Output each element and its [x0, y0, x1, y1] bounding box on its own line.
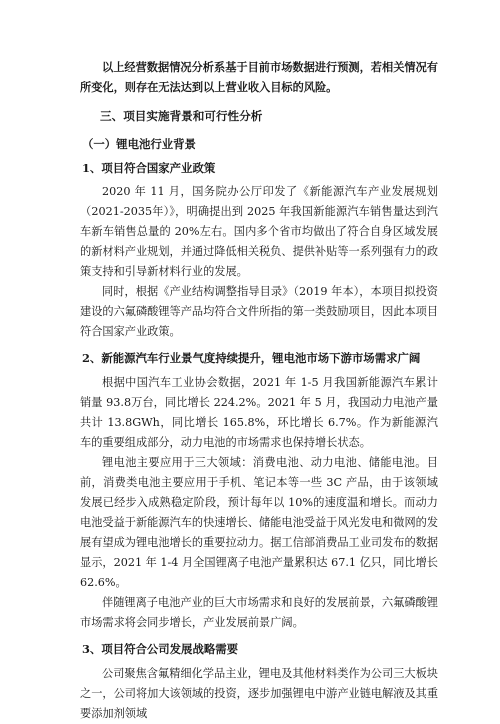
item-title-market: 2、新能源汽车行业景气度持续提升，锂电池市场下游市场需求广阔: [82, 351, 421, 365]
paragraph-policy-2: 同时，根据《产业结构调整指导目录》（2019 年本），本项目拟投资建设的六氟磷酸锂等产品均符合文件所指的第一类鼓励项目，因此本项目符合国家产业政策。: [80, 285, 439, 338]
item-title-strategy: 3、项目符合公司发展战略需要: [82, 642, 239, 656]
item-title-policy: 1、项目符合国家产业政策: [82, 161, 216, 175]
paragraph-policy-1: 2020 年 11 月，国务院办公厅印发了《新能源汽车产业发展规划（2021-2035年）》，明确提出到 2025 年我国新能源汽车销售量达到汽车新车销售总量的 20%左右。国内多个省市均做出了符合自身区域发展的新材料产业规划，并通过降低相关税负、提供补贴等一系列强有力的政策支持和引导新材料行业的发展。: [80, 185, 439, 278]
paragraph-market-2: 锂电池主要应用于三大领域：消费电池、动力电池、储能电池。目前，消费类电池主要应用于手机、笔记本等一些 3C 产品，由于该领域发展已经步入成熟稳定阶段，预计每年以 10%的速度温和增长。而动力电池受益于新能源汽车的快速增长、储能电池受益于风光发电和微网的发展有望成为锂电池增长的重要拉动力。据工信部消费品工业司发布的数据显示，2021 年 1-4 月全国锂离子电池产量累积达 67.1 亿只，同比增长 62.6%。: [80, 456, 439, 589]
risk-statement: 以上经营数据情况分析系基于目前市场数据进行预测，若相关情况有所变化，则存在无法达到以上营业收入目标的风险。: [80, 60, 438, 94]
section-title-background: 三、项目实施背景和可行性分析: [100, 109, 263, 123]
subsection-title-lithium: （一）锂电池行业背景: [82, 137, 196, 151]
paragraph-market-1: 根据中国汽车工业协会数据，2021 年 1-5 月我国新能源汽车累计销量 93.8万台，同比增长 224.2%。2021 年 5 月，我国动力电池产量共计 13.8GWh，同比增长 165.8%，环比增长 6.7%。作为新能源汽车的重要组成部分，动力电池的市场需求也保持增长状态。: [80, 376, 438, 449]
paragraph-market-3: 伴随锂离子电池产业的巨大市场需求和良好的发展前景，六氟磷酸锂市场需求将会同步增长，产业发展前景广阔。: [80, 596, 438, 629]
paragraph-strategy-1: 公司聚焦含氟精细化学品主业，锂电及其他材料类作为公司三大板块之一，公司将加大该领域的投资，逐步加强锂电中游产业链电解液及其重要添加剂领域: [80, 667, 439, 720]
